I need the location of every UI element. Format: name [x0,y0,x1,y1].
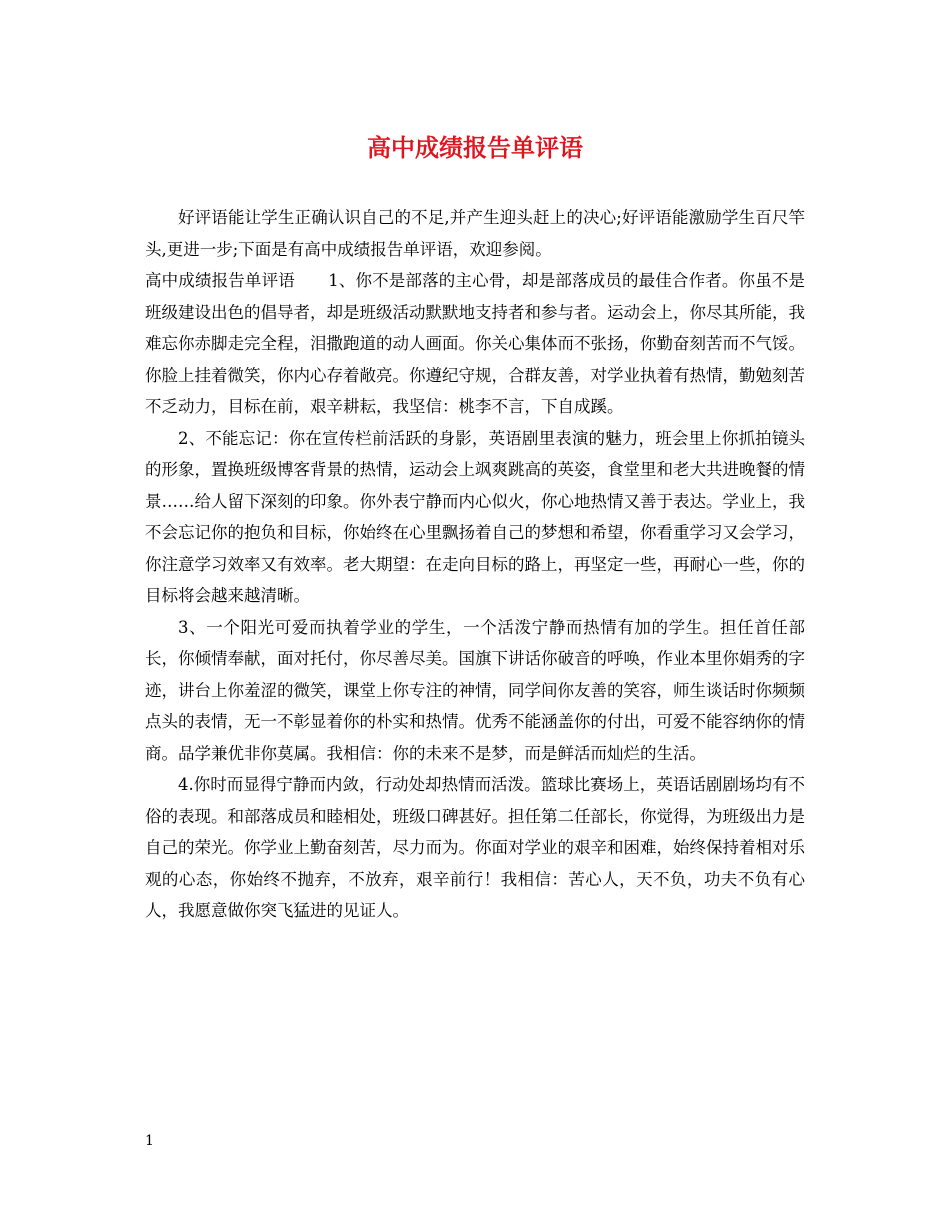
intro-paragraph: 好评语能让学生正确认识自己的不足,并产生迎头赶上的决心;好评语能激励学生百尺竿头,更进一步;下面是有高中成绩报告单评语，欢迎参阅。 [145,208,805,259]
comment-paragraph-4: 4.你时而显得宁静而内敛，行动处却热情而活泼。篮球比赛场上，英语话剧剧场均有不俗的表现。和部落成员和睦相处，班级口碑甚好。担任第二任部长，你觉得，为班级出力是自己的荣光。你学业上勤奋刻苦，尽力而为。你面对学业的艰辛和困难，始终保持着相对乐观的心态，你始终不抛弃，不放弃，艰辛前行！我相信：苦心人，天不负，功夫不负有心人，我愿意做你突飞猛进的见证人。 [145,775,805,920]
document-title: 高中成绩报告单评语 [367,133,583,162]
document-body [145,202,805,927]
comment-paragraph-2: 2、不能忘记：你在宣传栏前活跃的身影，英语剧里表演的魅力，班会里上你抓拍镜头的形象，置换班级博客背景的热情，运动会上飒爽跳高的英姿，食堂里和老大共进晚餐的情景……给人留下深刻的印象。你外表宁静而内心似火，你心地热情又善于表达。学业上，我不会忘记你的抱负和目标，你始终在心里飘扬着自己的梦想和希望，你看重学习又会学习，你注意学习效率又有效率。老大期望：在走向目标的路上，再坚定一些，再耐心一些，你的目标将会越来越清晰。 [145,428,805,605]
page-number: 1 [145,1133,154,1149]
comment-paragraph-3: 3、一个阳光可爱而执着学业的学生，一个活泼宁静而热情有加的学生。担任首任部长，你倾情奉献，面对托付，你尽善尽美。国旗下讲话你破音的呼唤，作业本里你娟秀的字迹，讲台上你羞涩的微笑，课堂上你专注的神情，同学间你友善的笑容，师生谈话时你频频点头的表情，无一不彰显着你的朴实和热情。优秀不能涵盖你的付出，可爱不能容纳你的情商。品学兼优非你莫属。我相信：你的未来不是梦，而是鲜活而灿烂的生活。 [145,617,805,763]
comment-paragraph-1: 高中成绩报告单评语 1、你不是部落的主心骨，却是部落成员的最佳合作者。你虽不是班级建设出色的倡导者，却是班级活动默默地支持者和参与者。运动会上，你尽其所能，我难忘你赤脚走完全程，泪撒跑道的动人画面。你关心集体而不张扬，你勤奋刻苦而不气馁。你脸上挂着微笑，你内心存着敞亮。你遵纪守规，合群友善，对学业执着有热情，勤勉刻苦不乏动力，目标在前，艰辛耕耘，我坚信：桃李不言，下自成蹊。 [145,271,805,416]
